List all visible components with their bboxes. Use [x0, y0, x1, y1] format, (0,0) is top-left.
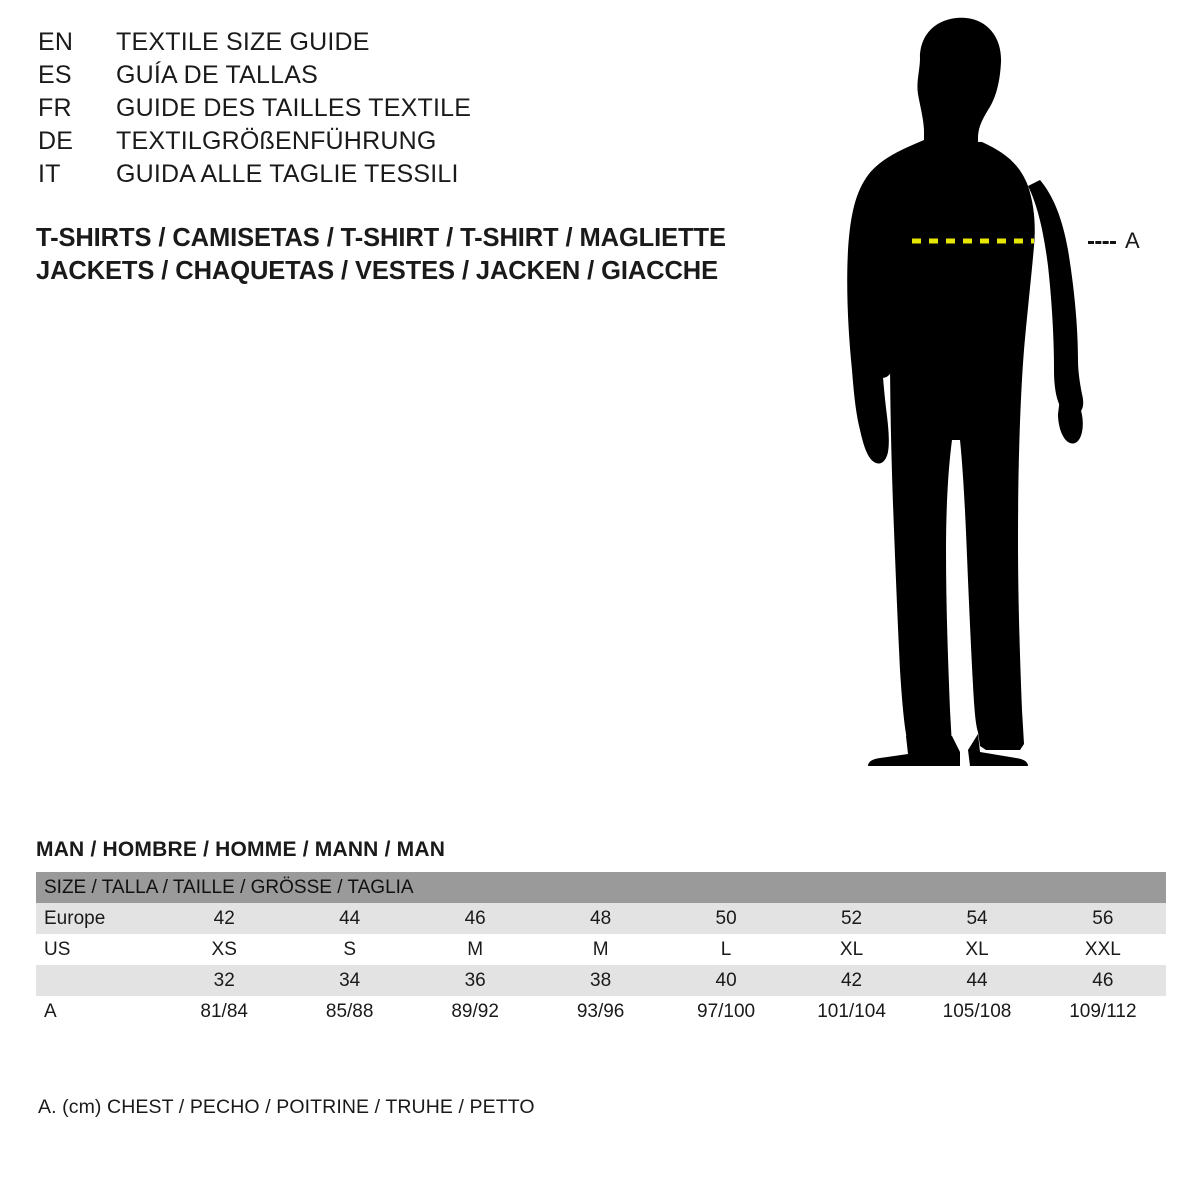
language-row — [38, 28, 738, 61]
cell-value: 48 — [538, 903, 663, 934]
language-title: TEXTILGRÖßENFÜHRUNG — [116, 127, 437, 155]
cell-value: 56 — [1040, 903, 1166, 934]
cell-value: 81/84 — [161, 996, 286, 1027]
language-code: IT — [38, 160, 61, 188]
cell-value: M — [538, 934, 663, 965]
cell-value: 85/88 — [287, 996, 412, 1027]
cell-value: S — [287, 934, 412, 965]
table-group-title: MAN / HOMBRE / HOMME / MANN / MAN — [36, 838, 446, 861]
language-row — [38, 127, 738, 160]
cell-value: 44 — [914, 965, 1039, 996]
cell-value: 32 — [161, 965, 286, 996]
language-row — [38, 61, 738, 94]
cell-value: 44 — [287, 903, 412, 934]
cell-value: 46 — [1040, 965, 1166, 996]
language-row — [38, 94, 738, 127]
cell-value: 93/96 — [538, 996, 663, 1027]
cell-value: 38 — [538, 965, 663, 996]
cell-value: XS — [161, 934, 286, 965]
chest-measure-label: A — [1125, 228, 1141, 253]
cell-value: 54 — [914, 903, 1039, 934]
table-row — [36, 965, 1166, 996]
language-code: FR — [38, 94, 72, 122]
cell-value: 101/104 — [789, 996, 914, 1027]
chest-leader-line — [1088, 241, 1116, 244]
row-label: A — [36, 996, 161, 1027]
cell-value: 36 — [412, 965, 537, 996]
size-table-section — [36, 838, 1166, 1027]
language-title: GUIDA ALLE TAGLIE TESSILI — [116, 160, 459, 188]
silhouette-icon — [820, 10, 1180, 800]
table-row — [36, 996, 1166, 1027]
size-table — [36, 872, 1166, 1027]
cell-value: 97/100 — [663, 996, 788, 1027]
cell-value: L — [663, 934, 788, 965]
language-row — [38, 160, 738, 193]
language-list — [38, 28, 738, 193]
table-header-label: SIZE / TALLA / TAILLE / GRÖSSE / TAGLIA — [36, 872, 1166, 903]
category-list — [36, 222, 796, 288]
language-title: GUÍA DE TALLAS — [116, 61, 318, 89]
cell-value: 89/92 — [412, 996, 537, 1027]
cell-value: 52 — [789, 903, 914, 934]
cell-value: 40 — [663, 965, 788, 996]
cell-value: 34 — [287, 965, 412, 996]
cell-value: M — [412, 934, 537, 965]
cell-value: 46 — [412, 903, 537, 934]
table-row — [36, 934, 1166, 965]
language-code: ES — [38, 61, 72, 89]
language-title: TEXTILE SIZE GUIDE — [116, 28, 370, 56]
cell-value: XXL — [1040, 934, 1166, 965]
table-header-row — [36, 872, 1166, 903]
table-row — [36, 903, 1166, 934]
cell-value: 109/112 — [1040, 996, 1166, 1027]
male-silhouette-figure — [820, 10, 1180, 800]
footnote: A. (cm) CHEST / PECHO / POITRINE / TRUHE / PETTO — [38, 1096, 535, 1118]
cell-value: 42 — [161, 903, 286, 934]
cell-value: 50 — [663, 903, 788, 934]
language-title: GUIDE DES TAILLES TEXTILE — [116, 94, 472, 122]
cell-value: 105/108 — [914, 996, 1039, 1027]
cell-value: XL — [914, 934, 1039, 965]
row-label — [36, 965, 161, 996]
category-tshirts: T-SHIRTS / CAMISETAS / T-SHIRT / T-SHIRT / MAGLIETTE — [36, 224, 726, 252]
category-jackets: JACKETS / CHAQUETAS / VESTES / JACKEN / GIACCHE — [36, 257, 719, 285]
row-label: US — [36, 934, 161, 965]
language-code: DE — [38, 127, 74, 155]
language-code: EN — [38, 28, 74, 56]
cell-value: 42 — [789, 965, 914, 996]
row-label: Europe — [36, 903, 161, 934]
cell-value: XL — [789, 934, 914, 965]
